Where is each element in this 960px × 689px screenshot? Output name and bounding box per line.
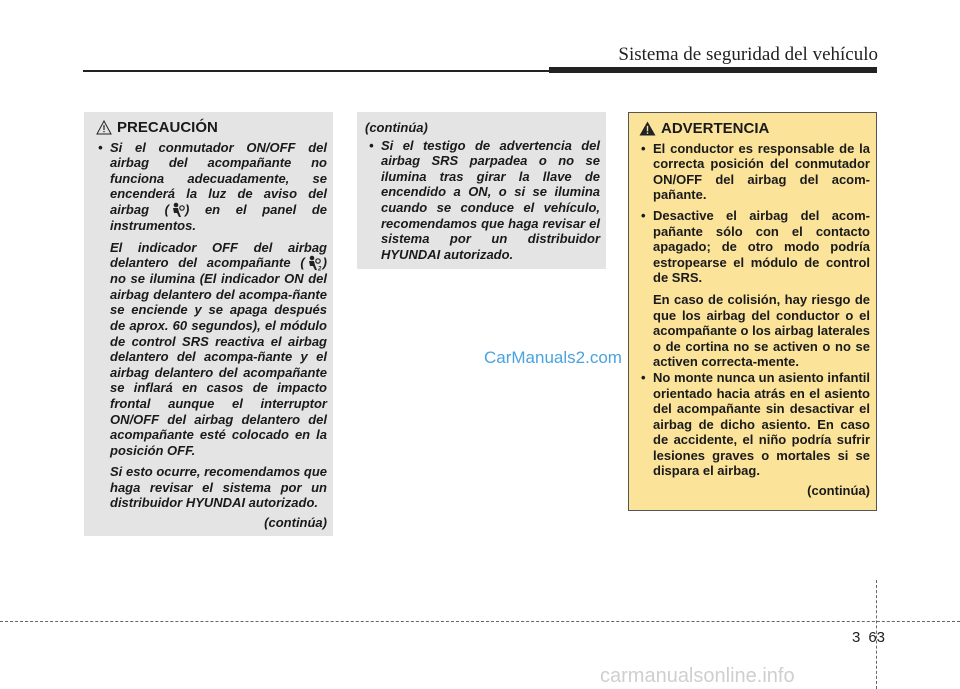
advertencia-item2 — [637, 208, 870, 286]
advertencia-item2-para: En caso de colisión, hay riesgo de que los airbag del conductor o el acompañante o los airbag laterales o de cortina no se activen o no se activen correcta-mente. — [653, 291, 870, 370]
warning-filled-icon — [639, 121, 656, 136]
advertencia-item3 — [637, 370, 870, 479]
precaucion-para2-text-b: ) no se ilumina (El indicador ON del airbag delantero del acompa-ñante se enciende y se apaga después de aprox. 60 segundos), el módulo de control SRS reactiva el airbag delantero del acompa-ñante y el airbag delantero del acompañante se inflará en casos de impacto frontal aunque el interruptor ON/OFF del airbag delantero del acompañante esté colocado en la posición OFF. — [110, 255, 327, 458]
precaucion-title: PRECAUCIÓN — [117, 119, 218, 136]
precaucion-para2 — [94, 240, 327, 459]
page-number-value: 63 — [868, 629, 886, 646]
bullet: • — [641, 140, 646, 156]
section-number: 3 — [852, 629, 861, 646]
advertencia-item2-text: Desactive el airbag del acom-pañante sólo con el contacto apagado; de otro modo podría estropearse el módulo de control de SRS. — [653, 207, 870, 286]
continuation-box — [357, 112, 606, 269]
header-rule-thick — [549, 67, 877, 73]
advertencia-item1 — [637, 141, 870, 203]
page-number — [852, 629, 885, 646]
advertencia-item3-text: No monte nunca un asiento infantil orientado hacia atrás en el asiento del acompañante sin desactivar el airbag de dicho asiento. En caso de accidente, el niño podría sufrir lesiones graves o mortales si se dispara el airbag. — [653, 369, 870, 479]
bullet: • — [641, 369, 646, 385]
advertencia-box — [628, 112, 877, 511]
airbag-icon-number: 2 — [317, 266, 321, 272]
advertencia-continua: (continúa) — [807, 483, 870, 499]
page-header-title: Sistema de seguridad del vehículo — [618, 44, 878, 65]
bullet: • — [641, 207, 646, 223]
header-rule-thin — [83, 70, 549, 72]
airbag-warning-icon — [169, 202, 185, 218]
precaucion-header — [94, 120, 327, 136]
advertencia-item1-text: El conductor es responsable de la correcta posición del conmutador ON/OFF del airbag del acom-pañante. — [653, 140, 870, 203]
precaucion-para2-text-a: El indicador OFF del airbag delantero del acompañante ( — [110, 239, 327, 271]
continuation-item — [365, 138, 600, 263]
advertencia-header — [637, 121, 870, 137]
precaucion-item1-text-a: Si el conmutador ON/OFF del airbag del acompañante no funciona adecuadamente, se encenderá la luz de aviso del airbag ( — [110, 139, 327, 217]
precaucion-box — [84, 112, 333, 536]
footer-dashed-rule — [0, 621, 960, 622]
precaucion-item1-text-b: ) en el panel de instrumentos. — [110, 201, 327, 233]
footer-site-watermark[interactable]: carmanualsonline.info — [600, 665, 795, 687]
precaucion-continua: (continúa) — [264, 515, 327, 531]
watermark-link[interactable]: CarManuals2.com — [484, 348, 622, 367]
continuation-item-text: Si el testigo de advertencia del airbag SRS parpadea o no se ilumina tras girar la llave de encendido a ON, o si se ilumina cuando se conduce el vehículo, recomendamos que haga revisar el sistema por un distribuidor HYUNDAI autorizado. — [381, 137, 600, 262]
precaucion-para3: Si esto ocurre, recomendamos que haga revisar el sistema por un distribuidor HYUNDAI autorizado. — [110, 464, 327, 511]
bullet: • — [98, 139, 103, 155]
airbag-off-icon — [305, 255, 323, 271]
advertencia-title: ADVERTENCIA — [661, 120, 770, 137]
continuation-top: (continúa) — [365, 120, 428, 135]
precaucion-item — [94, 140, 327, 234]
bullet: • — [369, 137, 374, 153]
warning-outline-icon — [96, 120, 112, 135]
